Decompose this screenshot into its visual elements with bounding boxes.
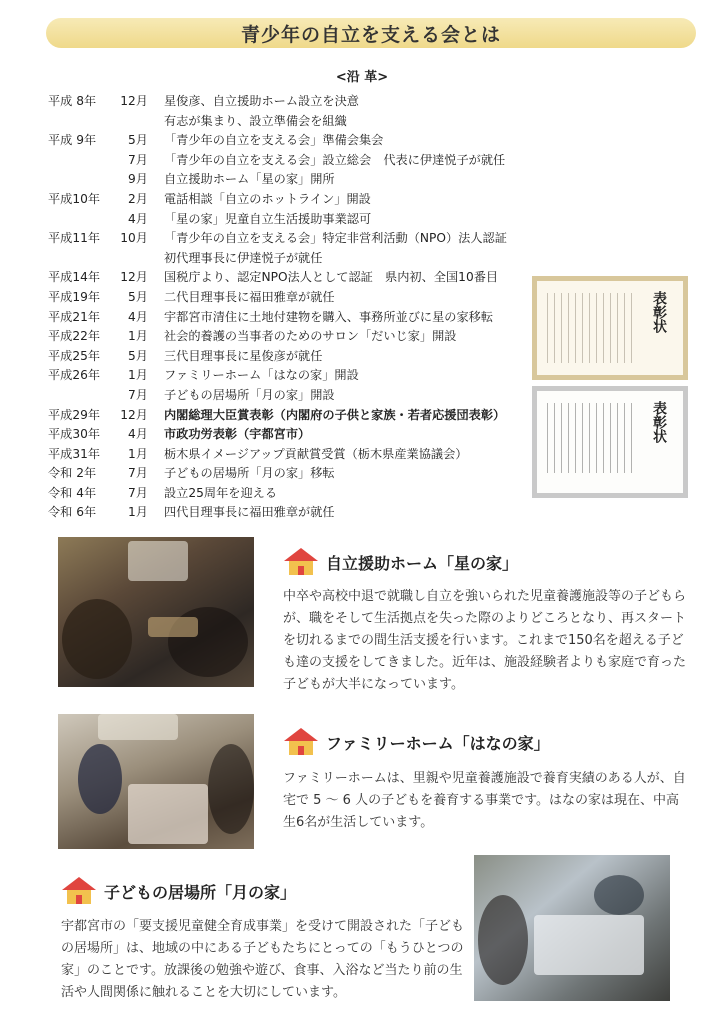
history-era: 平成22年: [48, 329, 101, 344]
history-month: 4月: [128, 427, 148, 442]
hoshi-no-ie-photo: [58, 537, 254, 687]
history-date: [48, 464, 158, 484]
history-date: [48, 229, 158, 268]
history-date: [48, 503, 158, 523]
history-event-line: 子どもの居場所「月の家」移転: [164, 466, 335, 481]
history-event: [158, 327, 528, 347]
history-event: [158, 92, 528, 131]
history-month: 5月: [128, 133, 148, 148]
history-month: 7月: [128, 152, 148, 167]
history-event: [158, 151, 528, 171]
history-event: [158, 268, 528, 288]
history-month: 7月: [128, 485, 148, 500]
section-title: 子どもの居場所「月の家」: [104, 882, 297, 902]
history-month: 7月: [128, 466, 148, 481]
history-event-line: 設立25周年を迎える: [164, 485, 278, 500]
history-event-line: 市政功労表彰（宇都宮市）: [164, 427, 311, 442]
history-event-line: 自立援助ホーム「星の家」開所: [164, 172, 335, 187]
history-event-line: 子どもの居場所「月の家」開設: [164, 387, 335, 402]
history-event-line: 三代目理事長に星俊彦が就任: [164, 348, 323, 363]
history-row: [48, 92, 528, 131]
history-month: 4月: [128, 309, 148, 324]
history-row: [48, 445, 528, 465]
history-era: 平成30年: [48, 427, 101, 442]
history-event-line: 「青少年の自立を支える会」設立総会 代表に伊達悦子が就任: [164, 152, 506, 167]
history-era: 平成 8年: [48, 94, 97, 108]
hana-no-ie-photo: [58, 714, 254, 849]
history-date: [48, 190, 158, 210]
history-month: 1月: [128, 368, 148, 383]
history-row: [48, 190, 528, 210]
history-date: [48, 131, 158, 151]
history-date: [48, 386, 158, 406]
history-event-line: 社会的養護の当事者のためのサロン「だいじ家」開設: [164, 329, 457, 344]
history-month: 9月: [128, 172, 148, 187]
section-body: 中卒や高校中退で就職し自立を強いられた児童養護施設等の子どもらが、職をそして生活拠点を失った際のよりどころとなり、再スタートを切れるまでの間生活支援を行います。これまで150名を超える子ども達の支援をしてきました。近年は、施設経験者よりも家庭で育った子どもが大半になっています。: [283, 589, 687, 692]
section-header-tsuki: [62, 877, 296, 905]
history-event-line: 「青少年の自立を支える会」準備会集会: [164, 133, 384, 148]
history-row: [48, 170, 528, 190]
history-era: 平成 9年: [48, 133, 97, 148]
history-row: [48, 288, 528, 308]
history-event-line: 二代目理事長に福田雅章が就任: [164, 289, 335, 304]
history-row: [48, 464, 528, 484]
history-date: [48, 484, 158, 504]
history-event: [158, 366, 528, 386]
history-month: 5月: [128, 289, 148, 304]
history-date: [48, 425, 158, 445]
history-era: 令和 6年: [48, 505, 97, 520]
history-era: 平成11年: [48, 231, 101, 246]
history-event-line: 四代目理事長に福田雅章が就任: [164, 505, 335, 520]
section-body: ファミリーホームは、里親や児童養護施設で養育実績のある人が、自宅で 5 ～ 6 人の子どもを養育する事業です。はなの家は現在、中高生6名が生活しています。: [283, 771, 686, 830]
certificate-text-lines: [547, 403, 637, 473]
section-header-hoshi: [284, 548, 518, 576]
house-icon: [284, 728, 318, 756]
history-date: [48, 170, 158, 190]
history-date: [48, 268, 158, 288]
house-icon: [62, 877, 96, 905]
history-month: 7月: [128, 387, 148, 402]
history-row: [48, 503, 528, 523]
tsuki-no-ie-photo: [474, 855, 670, 1001]
history-date: [48, 308, 158, 328]
history-month: 12月: [120, 94, 148, 108]
history-row: [48, 151, 528, 171]
history-event-line: 内閣総理大臣賞表彰（内閣府の子供と家族・若者応援団表彰）: [164, 407, 506, 422]
history-event: [158, 386, 528, 406]
certificate-image: [532, 386, 688, 498]
history-month: 12月: [120, 407, 148, 422]
history-row: [48, 327, 528, 347]
history-date: [48, 366, 158, 386]
house-icon: [284, 548, 318, 576]
history-row: [48, 484, 528, 504]
history-date: [48, 288, 158, 308]
history-date: [48, 210, 158, 230]
history-era: 平成19年: [48, 289, 101, 304]
history-month: 4月: [128, 211, 148, 226]
history-event: [158, 131, 528, 151]
history-month: 12月: [120, 270, 148, 285]
history-event: [158, 464, 528, 484]
history-era: 平成25年: [48, 348, 101, 363]
history-row: [48, 366, 528, 386]
history-list: [48, 92, 528, 523]
certificate-image: [532, 276, 688, 380]
history-month: 2月: [128, 191, 148, 206]
history-date: [48, 445, 158, 465]
history-row: [48, 347, 528, 367]
history-event-line: 「星の家」児童自立生活援助事業認可: [164, 211, 372, 226]
history-event: [158, 425, 528, 445]
history-era: 平成14年: [48, 270, 101, 285]
history-row: [48, 210, 528, 230]
history-row: [48, 268, 528, 288]
history-event: [158, 484, 528, 504]
history-month: 1月: [128, 446, 148, 461]
history-event: [158, 347, 528, 367]
history-era: 平成10年: [48, 191, 101, 206]
history-event-line: 有志が集まり、設立準備会を組織: [164, 113, 347, 128]
section-header-hana: [284, 728, 550, 756]
history-event: [158, 190, 528, 210]
history-event: [158, 210, 528, 230]
history-event-line: 宇都宮市清住に土地付建物を購入、事務所並びに星の家移転: [164, 309, 494, 324]
history-date: [48, 327, 158, 347]
section-body: 宇都宮市の「要支援児童健全育成事業」を受けて開設された「子どもの居場所」は、地域の中にある子どもたちにとっての「もうひとつの家」のことです。放課後の勉強や遊び、食事、入浴など当たり前の生活や人間関係に触れることを大切にしています。: [61, 919, 465, 1000]
history-event: [158, 406, 528, 426]
history-row: [48, 425, 528, 445]
history-era: 令和 4年: [48, 485, 97, 500]
history-event-line: 国税庁より、認定NPO法人として認証 県内初、全国10番目: [164, 270, 499, 285]
history-era: 平成21年: [48, 309, 101, 324]
title-banner: [46, 18, 696, 48]
history-event-line: ファミリーホーム「はなの家」開設: [164, 368, 359, 383]
section-title: 自立援助ホーム「星の家」: [326, 553, 519, 573]
history-heading: <沿 革>: [335, 70, 389, 85]
history-date: [48, 151, 158, 171]
history-month: 1月: [128, 329, 148, 344]
history-event-line: 電話相談「自立のホットライン」開設: [164, 191, 371, 206]
history-event-line: 栃木県イメージアップ貢献賞受賞（栃木県産業協議会）: [164, 446, 468, 461]
history-date: [48, 347, 158, 367]
history-event: [158, 288, 528, 308]
history-event: [158, 503, 528, 523]
certificate-text-lines: [547, 293, 637, 363]
history-event-line: 「青少年の自立を支える会」特定非営利活動（NPO）法人認証: [164, 231, 507, 246]
history-row: [48, 229, 528, 268]
history-row: [48, 386, 528, 406]
history-row: [48, 406, 528, 426]
history-event: [158, 170, 528, 190]
history-date: [48, 92, 158, 131]
history-event-line: 初代理事長に伊達悦子が就任: [164, 250, 323, 265]
history-event-line: 星俊彦、自立援助ホーム設立を決意: [164, 94, 359, 108]
history-month: 10月: [120, 231, 148, 246]
history-month: 1月: [128, 505, 148, 520]
history-row: [48, 308, 528, 328]
history-event: [158, 445, 528, 465]
page-title: 青少年の自立を支える会とは: [240, 23, 501, 46]
section-title: ファミリーホーム「はなの家」: [326, 733, 550, 753]
history-event: [158, 308, 528, 328]
history-date: [48, 406, 158, 426]
history-event: [158, 229, 528, 268]
certificate-title: 表彰状: [651, 401, 667, 443]
certificate-title: 表彰状: [651, 291, 667, 333]
history-month: 5月: [128, 348, 148, 363]
history-era: 平成29年: [48, 407, 101, 422]
history-era: 令和 2年: [48, 466, 97, 481]
history-era: 平成31年: [48, 446, 101, 461]
history-row: [48, 131, 528, 151]
certificate-photos: [532, 276, 688, 498]
history-era: 平成26年: [48, 368, 101, 383]
